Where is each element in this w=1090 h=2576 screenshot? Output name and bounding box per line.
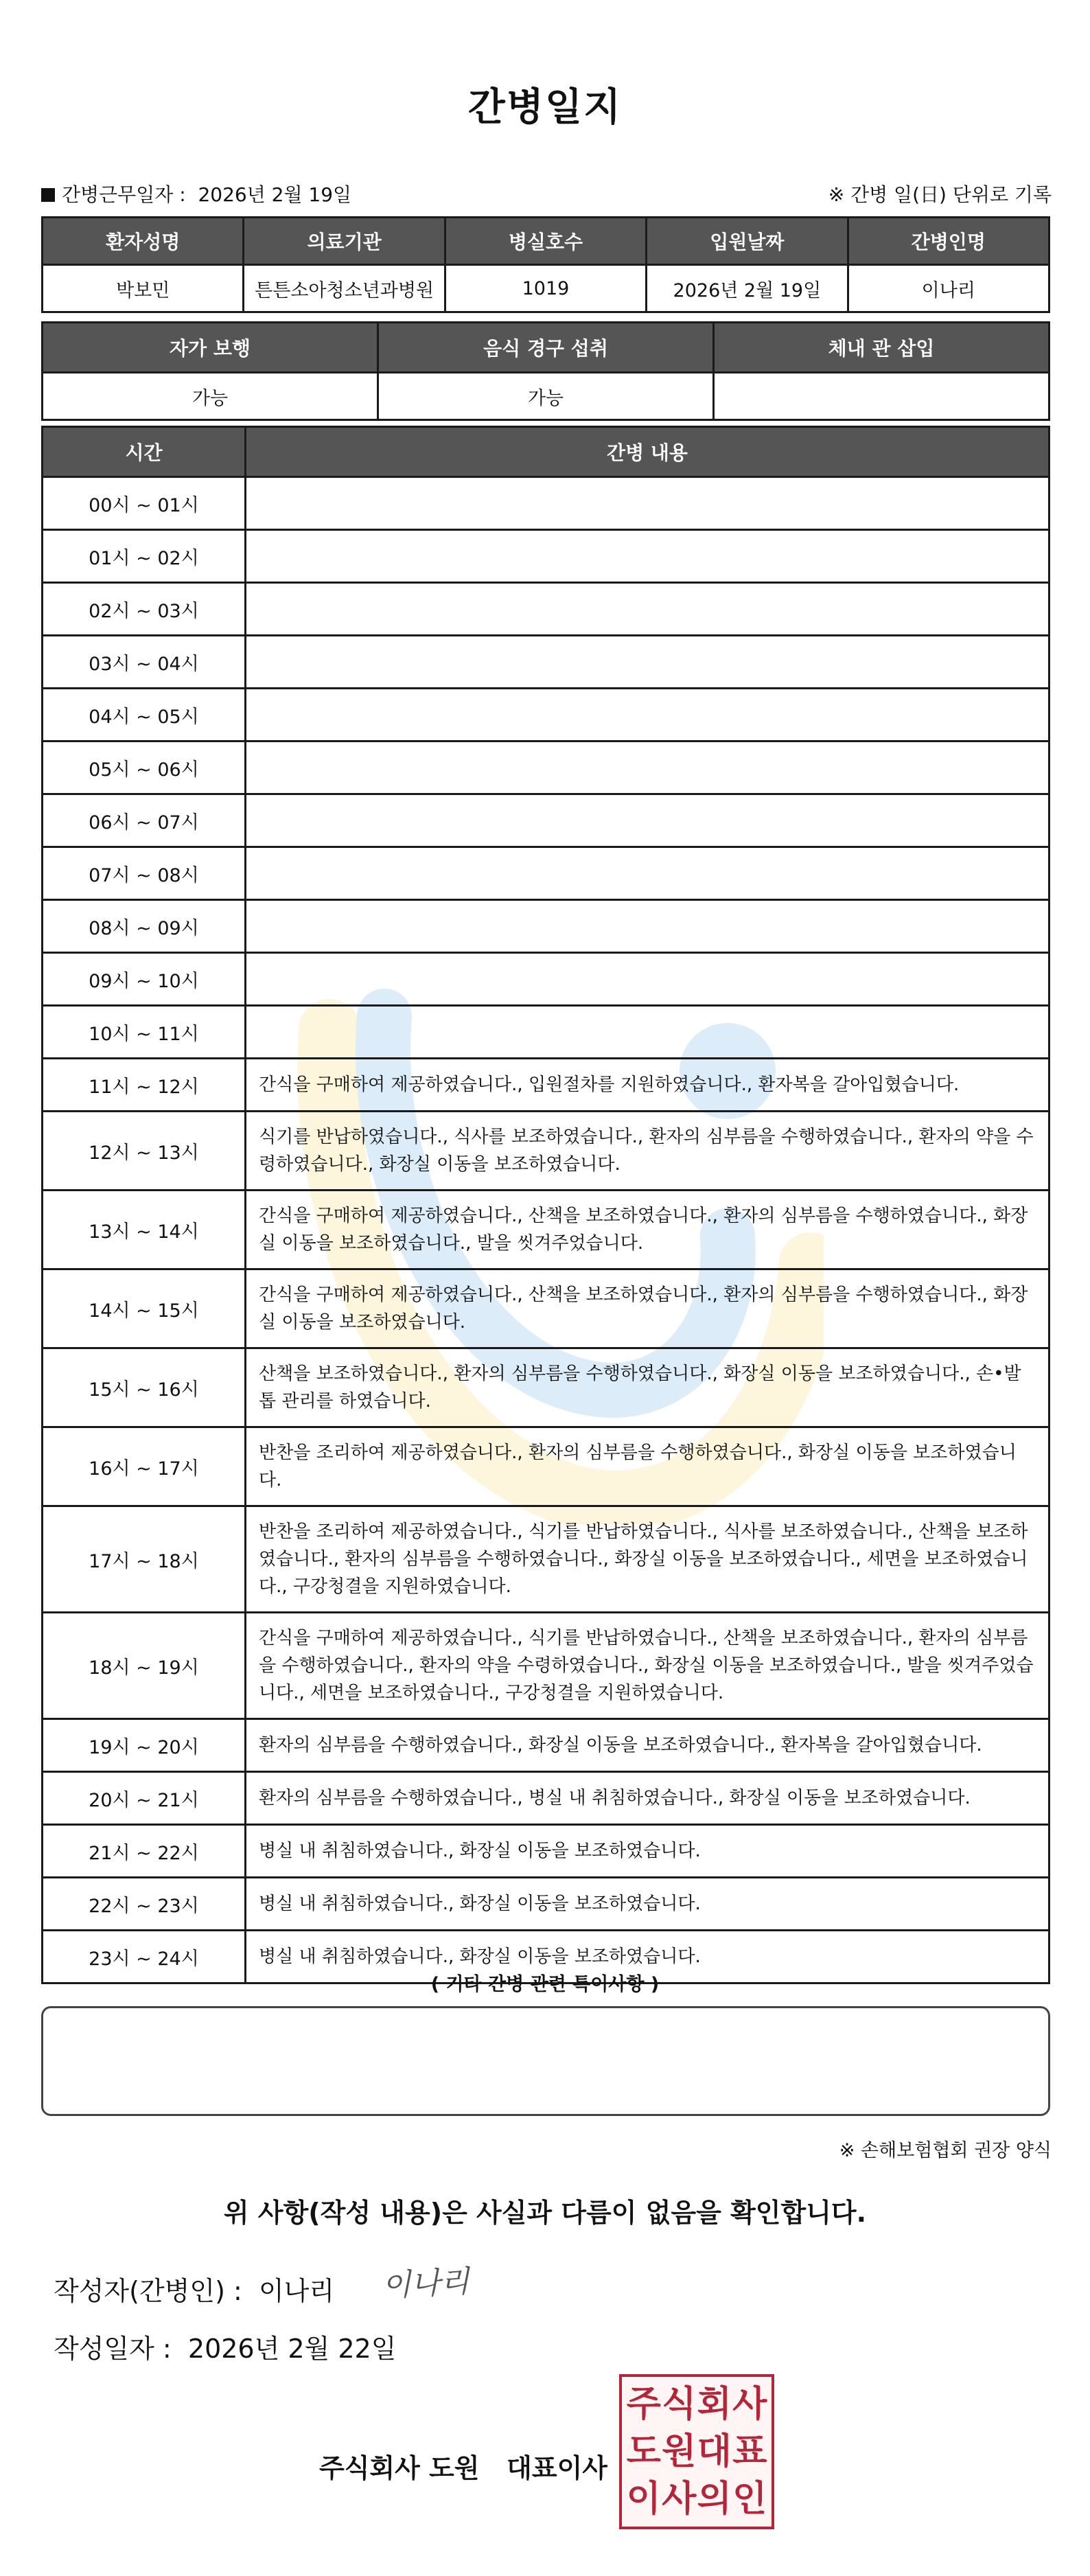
company-signature: 주식회사 도원 대표이사 xyxy=(319,2453,607,2483)
header-tube: 체내 관 삽입 xyxy=(714,323,1050,373)
header-time: 시간 xyxy=(43,427,246,477)
log-content xyxy=(246,477,1050,530)
log-content: 간식을 구매하여 제공하였습니다., 산책을 보조하였습니다., 환자의 심부름을 수행하였습니다., 화장실 이동을 보조하였습니다. xyxy=(246,1269,1050,1348)
log-content: 간식을 구매하여 제공하였습니다., 식기를 반납하였습니다., 산책을 보조하였습니다., 환자의 심부름을 수행하였습니다., 환자의 약을 수령하였습니다., 화장실 이동을 보조하였습니다., 발을 씻겨주었습니다., 세면을 보조하였습니다., 구강청결을 지원하였습니다. xyxy=(246,1613,1050,1719)
recommend-note: ※ 손해보험협회 권장 양식 xyxy=(839,2140,1052,2161)
caregiver-name: 이나리 xyxy=(848,265,1049,312)
log-content xyxy=(246,583,1050,636)
page-title: 간병일지 xyxy=(467,85,623,130)
log-row xyxy=(43,1427,1050,1506)
log-time: 10시 ~ 11시 xyxy=(43,1006,246,1059)
square-bullet-icon xyxy=(41,188,55,202)
log-row xyxy=(43,1112,1050,1191)
log-content xyxy=(246,847,1050,900)
log-content: 식기를 반납하였습니다., 식사를 보조하였습니다., 환자의 심부름을 수행하였습니다., 환자의 약을 수령하였습니다., 화장실 이동을 보조하였습니다. xyxy=(246,1112,1050,1191)
log-content xyxy=(246,794,1050,847)
patient-info-table xyxy=(41,216,1050,313)
log-content: 환자의 심부름을 수행하였습니다., 화장실 이동을 보조하였습니다., 환자복을 갈아입혔습니다. xyxy=(246,1719,1050,1772)
log-header-row xyxy=(43,427,1050,477)
log-content xyxy=(246,689,1050,741)
header-oral-intake: 음식 경구 섭취 xyxy=(378,323,714,373)
unit-note: ※ 간병 일(日) 단위로 기록 xyxy=(828,183,1052,206)
log-row xyxy=(43,953,1050,1006)
log-content xyxy=(246,636,1050,689)
log-content xyxy=(246,900,1050,953)
remarks-box xyxy=(41,2006,1050,2116)
log-time: 23시 ~ 24시 xyxy=(43,1931,246,1983)
patient-name: 박보민 xyxy=(43,265,244,312)
log-row xyxy=(43,1719,1050,1772)
log-time: 14시 ~ 15시 xyxy=(43,1269,246,1348)
patient-status-table xyxy=(41,321,1050,421)
log-time: 07시 ~ 08시 xyxy=(43,847,246,900)
log-content: 환자의 심부름을 수행하였습니다., 병실 내 취침하였습니다., 화장실 이동을 보조하였습니다. xyxy=(246,1772,1050,1825)
log-time: 19시 ~ 20시 xyxy=(43,1719,246,1772)
tube-value xyxy=(714,373,1050,420)
seal-character: 도 xyxy=(626,2430,661,2472)
oral-intake-value: 가능 xyxy=(378,373,714,420)
info-value-row xyxy=(43,265,1050,312)
log-content: 간식을 구매하여 제공하였습니다., 입원절차를 지원하였습니다., 환자복을 갈아입혔습니다. xyxy=(246,1059,1050,1112)
writer-line xyxy=(54,2270,334,2308)
log-time: 08시 ~ 09시 xyxy=(43,900,246,953)
handwritten-signature: 이나리 xyxy=(380,2264,470,2304)
log-row xyxy=(43,636,1050,689)
log-time: 21시 ~ 22시 xyxy=(43,1825,246,1878)
log-row xyxy=(43,1878,1050,1931)
log-row xyxy=(43,1506,1050,1613)
log-time: 15시 ~ 16시 xyxy=(43,1348,246,1427)
log-row xyxy=(43,1348,1050,1427)
work-date xyxy=(41,180,351,207)
log-row xyxy=(43,1059,1050,1112)
seal-character: 이 xyxy=(626,2478,661,2520)
seal-character: 식 xyxy=(662,2384,697,2426)
log-row xyxy=(43,583,1050,636)
header-walking: 자가 보행 xyxy=(43,323,378,373)
seal-character: 의 xyxy=(697,2478,732,2520)
header-care-content: 간병 내용 xyxy=(246,427,1050,477)
log-time: 01시 ~ 02시 xyxy=(43,530,246,583)
seal-character: 사 xyxy=(662,2478,697,2520)
written-date-value: 2026년 2월 22일 xyxy=(187,2334,397,2364)
log-content: 간식을 구매하여 제공하였습니다., 산책을 보조하였습니다., 환자의 심부름을 수행하였습니다., 화장실 이동을 보조하였습니다., 발을 씻겨주었습니다. xyxy=(246,1191,1050,1269)
log-time: 09시 ~ 10시 xyxy=(43,953,246,1006)
info-header-row xyxy=(43,218,1050,265)
room-number: 1019 xyxy=(445,265,646,312)
care-log-table xyxy=(41,426,1050,1984)
remarks-title: ( 기타 간병 관련 특이사항 ) xyxy=(430,1974,660,1995)
company-seal-stamp xyxy=(619,2374,774,2529)
log-row xyxy=(43,477,1050,530)
seal-characters xyxy=(626,2381,767,2522)
log-time: 13시 ~ 14시 xyxy=(43,1191,246,1269)
header-patient-name: 환자성명 xyxy=(43,218,244,265)
header-admission-date: 입원날짜 xyxy=(647,218,848,265)
writer-name: 이나리 xyxy=(258,2276,335,2306)
log-time: 04시 ~ 05시 xyxy=(43,689,246,741)
log-time: 02시 ~ 03시 xyxy=(43,583,246,636)
log-content xyxy=(246,741,1050,794)
seal-character: 대 xyxy=(697,2430,732,2472)
log-time: 22시 ~ 23시 xyxy=(43,1878,246,1931)
status-header-row xyxy=(43,323,1050,373)
log-row xyxy=(43,1006,1050,1059)
writer-label: 작성자(간병인) : xyxy=(54,2276,242,2306)
log-time: 20시 ~ 21시 xyxy=(43,1772,246,1825)
log-content: 반찬을 조리하여 제공하였습니다., 식기를 반납하였습니다., 식사를 보조하였습니다., 산책을 보조하였습니다., 환자의 심부름을 수행하였습니다., 화장실 이동을 보조하였습니다., 세면을 보조하였습니다., 구강청결을 지원하였습니다. xyxy=(246,1506,1050,1613)
header-caregiver: 간병인명 xyxy=(848,218,1049,265)
log-time: 03시 ~ 04시 xyxy=(43,636,246,689)
log-row xyxy=(43,900,1050,953)
log-row xyxy=(43,1772,1050,1825)
log-row xyxy=(43,794,1050,847)
log-time: 18시 ~ 19시 xyxy=(43,1613,246,1719)
log-content: 병실 내 취침하였습니다., 화장실 이동을 보조하였습니다. xyxy=(246,1931,1050,1983)
walking-value: 가능 xyxy=(43,373,378,420)
log-row xyxy=(43,689,1050,741)
log-row xyxy=(43,1269,1050,1348)
log-content: 병실 내 취침하였습니다., 화장실 이동을 보조하였습니다. xyxy=(246,1878,1050,1931)
seal-character: 주 xyxy=(626,2384,661,2426)
log-content xyxy=(246,953,1050,1006)
admission-date: 2026년 2월 19일 xyxy=(647,265,848,312)
header-room: 병실호수 xyxy=(445,218,646,265)
log-time: 11시 ~ 12시 xyxy=(43,1059,246,1112)
written-date-line xyxy=(54,2327,396,2365)
log-row xyxy=(43,847,1050,900)
written-date-label: 작성일자 : xyxy=(54,2334,172,2364)
log-row xyxy=(43,530,1050,583)
seal-character: 표 xyxy=(732,2430,767,2472)
seal-character: 원 xyxy=(662,2430,697,2472)
seal-character: 인 xyxy=(732,2478,767,2520)
log-row xyxy=(43,741,1050,794)
log-row xyxy=(43,1191,1050,1269)
seal-character: 사 xyxy=(732,2384,767,2426)
log-content: 병실 내 취침하였습니다., 화장실 이동을 보조하였습니다. xyxy=(246,1825,1050,1878)
confirm-statement: 위 사항(작성 내용)은 사실과 다름이 없음을 확인합니다. xyxy=(223,2198,867,2228)
log-time: 06시 ~ 07시 xyxy=(43,794,246,847)
status-value-row xyxy=(43,373,1050,420)
log-time: 05시 ~ 06시 xyxy=(43,741,246,794)
log-row xyxy=(43,1613,1050,1719)
log-time: 16시 ~ 17시 xyxy=(43,1427,246,1506)
log-content xyxy=(246,530,1050,583)
header-hospital: 의료기관 xyxy=(244,218,445,265)
log-content: 반찬을 조리하여 제공하였습니다., 환자의 심부름을 수행하였습니다., 화장실 이동을 보조하였습니다. xyxy=(246,1427,1050,1506)
log-body xyxy=(43,477,1050,1983)
log-content: 산책을 보조하였습니다., 환자의 심부름을 수행하였습니다., 화장실 이동을 보조하였습니다., 손•발톱 관리를 하였습니다. xyxy=(246,1348,1050,1427)
work-date-label: 간병근무일자 : xyxy=(62,183,186,206)
log-row xyxy=(43,1825,1050,1878)
seal-character: 회 xyxy=(697,2384,732,2426)
log-time: 00시 ~ 01시 xyxy=(43,477,246,530)
work-date-value: 2026년 2월 19일 xyxy=(198,183,352,206)
log-content xyxy=(246,1006,1050,1059)
log-time: 12시 ~ 13시 xyxy=(43,1112,246,1191)
hospital: 튼튼소아청소년과병원 xyxy=(244,265,445,312)
log-time: 17시 ~ 18시 xyxy=(43,1506,246,1613)
